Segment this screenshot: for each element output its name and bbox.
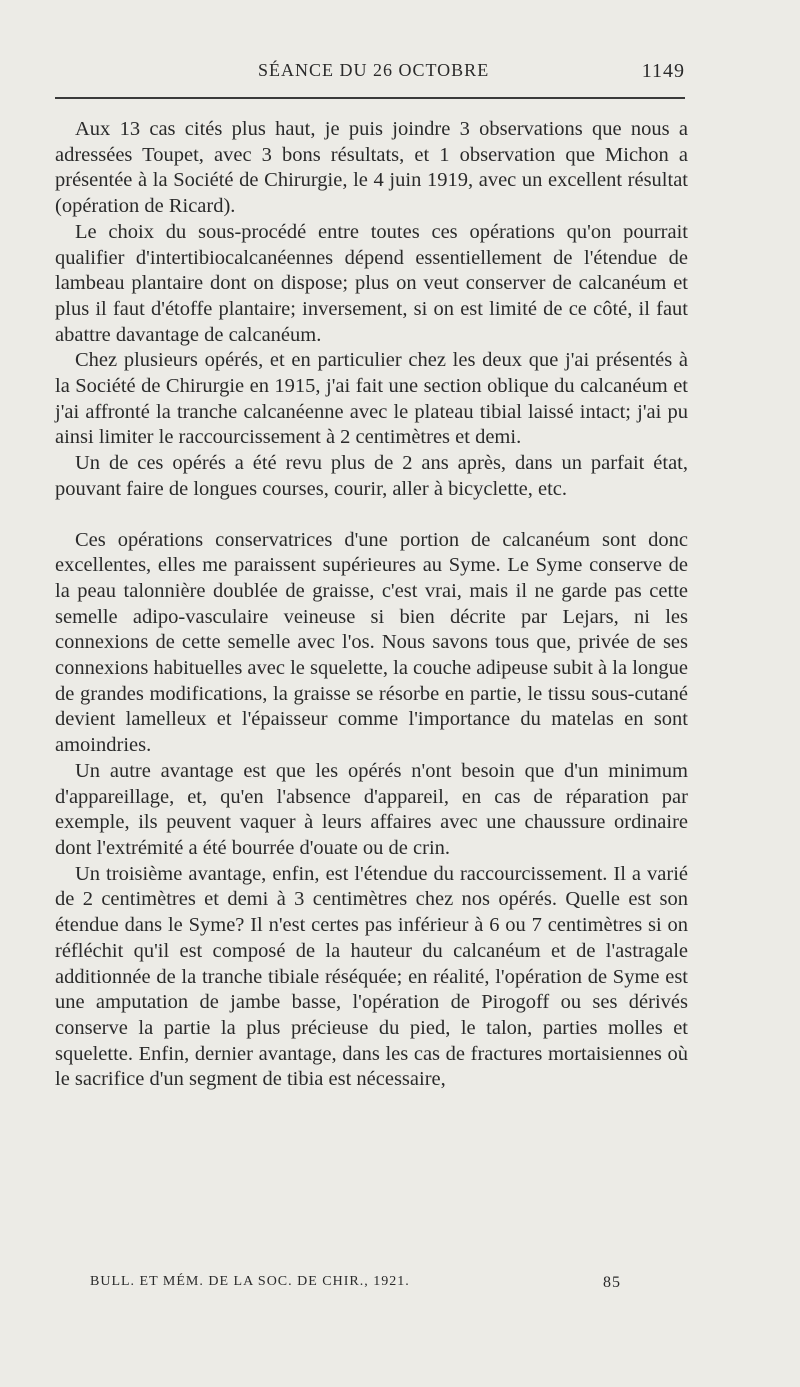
paragraph: Un autre avantage est que les opérés n'ont besoin que d'un minimum d'appareillage, et, qu'en l'absence d'appareil, en cas de réparation par exemple, ils peuvent vaquer à leurs affaires avec une chaussure ordinaire dont l'extrémité a été bourrée d'ouate ou de crin. <box>55 759 688 859</box>
paragraph: Ces opérations conservatrices d'une portion de calcanéum sont donc excellentes, elles me paraissent supérieures au Syme. Le Syme conserve de la peau talonnière doublée de graisse, c'est vrai, mais il ne garde pas cette semelle adipo-vasculaire veineuse si bien décrite par Lejars, ni les connexions de cette semelle avec l'os. Nous savons tous que, privée de ses connexions habituelles avec le squelette, la couche adipeuse subit à la longue de grandes modifications, la graisse se résorbe en partie, le tissu sous-cutané devient lamelleux et l'épaisseur comme l'importance du matelas en sont amoindries. <box>55 528 688 757</box>
footer-citation: BULL. ET MÉM. DE LA SOC. DE CHIR., 1921. <box>90 1274 410 1289</box>
header-title: SÉANCE DU 26 OCTOBRE <box>258 60 490 80</box>
paragraph: Le choix du sous-procédé entre toutes ces opérations qu'on pourrait qualifier d'intertibiocalcanéennes dépend essentiellement de l'étendue de lambeau plantaire dont on dispose; plus on veut conserver de calcanéum et plus il faut d'étoffe plantaire; inversement, si on est limité de ce côté, il faut abattre davantage de calcanéum. <box>55 220 688 346</box>
running-header <box>55 60 685 84</box>
paragraph: Aux 13 cas cités plus haut, je puis joindre 3 observations que nous a adressées Toupet, avec 3 bons résultats, et 1 observation que Michon a présentée à la Société de Chirurgie, le 4 juin 1919, avec un excellent résultat (opération de Ricard). <box>55 118 688 218</box>
paragraph: Chez plusieurs opérés, et en particulier chez les deux que j'ai présentés à la Société de Chirurgie en 1915, j'ai fait une section oblique du calcanéum et j'ai affronté la tranche calcanéenne avec le plateau tibial laissé intact; j'ai pu ainsi limiter le raccourcissement à 2 centimètres et demi. <box>55 349 688 449</box>
paragraph: Un de ces opérés a été revu plus de 2 ans après, dans un parfait état, pouvant faire de longues courses, courir, aller à bicyclette, etc. <box>55 452 688 500</box>
page-number: 1149 <box>641 60 685 82</box>
header-rule <box>55 97 685 99</box>
body-text <box>55 117 688 1093</box>
footer <box>90 1274 630 1290</box>
signature-mark: 85 <box>603 1274 621 1291</box>
paragraph: Un troisième avantage, enfin, est l'étendue du raccourcissement. Il a varié de 2 centimètres et demi à 3 centimètres chez nos opérés. Quelle est son étendue dans le Syme? Il n'est certes pas inférieur à 6 ou 7 centimètres si on réfléchit qu'il est composé de la hauteur du calcanéum et de l'astragale additionnée de la tranche tibiale réséquée; en réalité, l'opération de Syme est une amputation de jambe basse, l'opération de Pirogoff ou ses dérivés conserve la partie la plus précieuse du pied, le talon, parties molles et squelette. Enfin, dernier avantage, dans les cas de fractures mortaisiennes où le sacrifice d'un segment de tibia est nécessaire, <box>55 862 688 1091</box>
